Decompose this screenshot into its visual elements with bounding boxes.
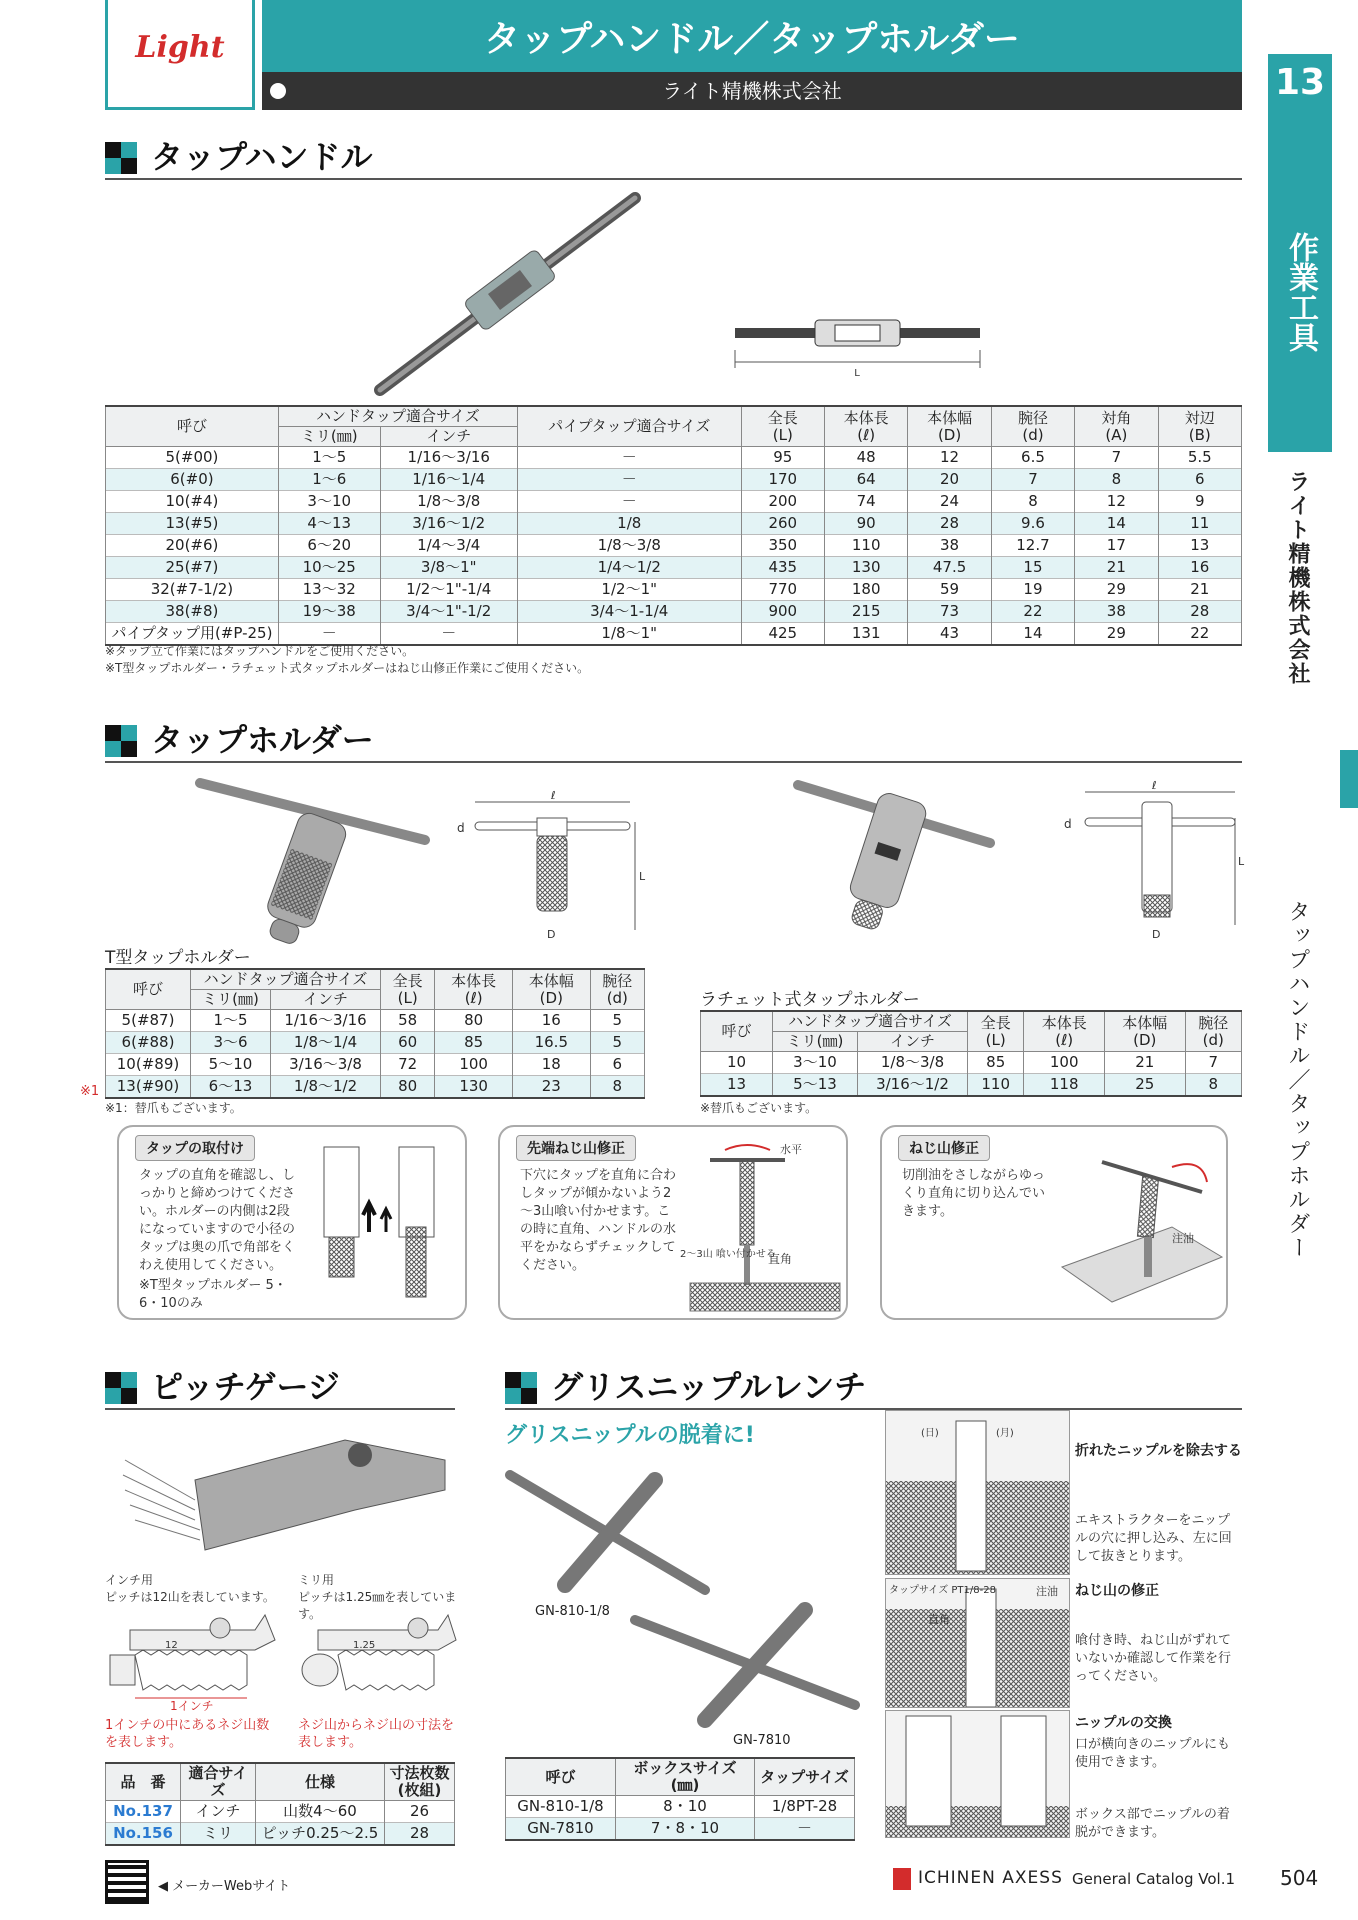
table-cell: 1/8 — [517, 513, 741, 535]
tap-handle-photo — [370, 190, 650, 400]
col-spec: 仕様 — [256, 1763, 385, 1801]
table-cell: 1～5 — [278, 447, 380, 469]
table-cell: 13(#90) — [106, 1076, 191, 1099]
pitch-gauge-photo — [115, 1420, 455, 1565]
table-cell: 3～10 — [773, 1052, 858, 1074]
inch-mark: 12 — [165, 1640, 178, 1651]
table-cell: 1～5 — [191, 1010, 271, 1032]
table-row — [106, 601, 1242, 623]
col-pipe-tap: パイプタップ適合サイズ — [517, 406, 741, 447]
table-cell: 1/4～3/4 — [380, 535, 517, 557]
t-holder-caption: T型タップホルダー — [105, 948, 251, 968]
dim-label-D: D — [1152, 928, 1161, 940]
col-yobi: 呼び — [106, 969, 191, 1010]
table-cell: 13 — [701, 1074, 773, 1097]
table-cell: No.156 — [106, 1823, 181, 1846]
table-cell: 3/4～1"-1/2 — [380, 601, 517, 623]
table-row — [106, 1076, 645, 1099]
table-cell: 100 — [1024, 1052, 1105, 1074]
table-cell: 19 — [991, 579, 1074, 601]
mark-oil: 注油 — [1036, 1585, 1058, 1598]
table-cell: 8 — [1075, 469, 1158, 491]
table-cell: 18 — [512, 1054, 590, 1076]
col-hand-tap: ハンドタップ適合サイズ — [278, 406, 517, 427]
table-cell: 6(#88) — [106, 1032, 191, 1054]
table-cell: 15 — [991, 557, 1074, 579]
table-cell: 1/8PT-28 — [755, 1796, 855, 1818]
col-tap-size: タップサイズ — [755, 1758, 855, 1796]
mark-moon: (月) — [996, 1428, 1014, 1439]
table-cell: 16 — [512, 1010, 590, 1032]
chapter-name: 作業工具 — [1268, 112, 1332, 452]
table-cell: 5 — [590, 1010, 644, 1032]
step-text-replace: 口が横向きのニップルにも使用できます。 — [1075, 1737, 1230, 1770]
table-cell: 170 — [741, 469, 824, 491]
table-cell: 260 — [741, 513, 824, 535]
section-square-icon — [505, 1372, 537, 1404]
col-l: 本体長 (ℓ) — [1024, 1011, 1105, 1052]
box-text: 切削油をさしながらゆっくり直角に切り込んでいきます。 — [902, 1168, 1046, 1219]
table-row — [701, 1052, 1242, 1074]
table-row — [106, 1823, 455, 1846]
t-holder-drawing — [455, 790, 655, 940]
dim-label-L: L — [854, 368, 860, 379]
col-B: 対辺 (B) — [1158, 406, 1241, 447]
col-d: 腕径 (d) — [991, 406, 1074, 447]
table-cell: 6 — [1158, 469, 1241, 491]
table-cell: 3～6 — [191, 1032, 271, 1054]
col-A: 対角 (A) — [1075, 406, 1158, 447]
section-heading-tap-holder: タップホルダー — [105, 717, 1242, 763]
table-cell: ミリ — [181, 1823, 256, 1846]
table-cell: 10(#4) — [106, 491, 279, 513]
mm-mark: 1.25 — [353, 1640, 376, 1651]
table-cell: 8 — [1185, 1074, 1241, 1097]
section-heading-tap-handle: タップハンドル — [105, 134, 1242, 180]
t-holder-note: ※1：替爪もございます。 — [105, 1101, 242, 1115]
table-cell: 1/8～1/4 — [271, 1032, 381, 1054]
table-cell: 1/4～1/2 — [517, 557, 741, 579]
step-illustration-thread-repair — [885, 1578, 1070, 1708]
box-text: 下穴にタップを直角に合わしタップが傾かないよう2～3山喰い付かせます。この時に直角、ハンドルの水平をかならずチェックしてください。 — [520, 1168, 677, 1273]
ratchet-holder-drawing — [1060, 780, 1245, 940]
table-cell: 425 — [741, 623, 824, 646]
inch-gauge-diagram — [105, 1610, 280, 1705]
table-cell: － — [517, 469, 741, 491]
table-row — [106, 535, 1242, 557]
one-inch-label: 1インチ — [170, 1699, 214, 1713]
dim-label-d: d — [1064, 817, 1072, 831]
table-row — [106, 491, 1242, 513]
step-illustration-replace — [885, 1710, 1070, 1838]
table-cell: 85 — [968, 1052, 1024, 1074]
table-cell: 16 — [1158, 557, 1241, 579]
mounting-illustration — [309, 1137, 459, 1312]
table-cell: － — [380, 623, 517, 646]
tap-handle-dimension-drawing — [730, 310, 990, 380]
label-threads: 2～3山 喰い付かせる — [680, 1249, 776, 1260]
table-cell: 29 — [1075, 623, 1158, 646]
table-cell: 20(#6) — [106, 535, 279, 557]
table-cell: 180 — [824, 579, 907, 601]
table-cell: 3/8～1" — [380, 557, 517, 579]
table-cell: 130 — [824, 557, 907, 579]
table-cell: 6 — [590, 1054, 644, 1076]
company-bar: ライト精機株式会社 — [262, 72, 1242, 110]
table-cell: 80 — [381, 1076, 435, 1099]
table-cell: 16.5 — [512, 1032, 590, 1054]
table-row — [106, 557, 1242, 579]
section-heading-grease-nipple-wrench: グリスニップルレンチ — [505, 1364, 1242, 1410]
box-title: 先端ねじ山修正 — [516, 1135, 636, 1161]
table-cell: 8・10 — [616, 1796, 755, 1818]
table-cell: 350 — [741, 535, 824, 557]
table-row — [106, 1801, 455, 1823]
section-square-icon — [105, 725, 137, 757]
table-cell: 5～13 — [773, 1074, 858, 1097]
table-cell: 13～32 — [278, 579, 380, 601]
col-L: 全長 (L) — [968, 1011, 1024, 1052]
col-size: 適合サイズ — [181, 1763, 256, 1801]
table-row — [106, 469, 1242, 491]
table-cell: 1/2～1" — [517, 579, 741, 601]
page-title: タップハンドル／タップホルダー — [262, 0, 1242, 72]
table-cell: 770 — [741, 579, 824, 601]
table-cell: GN-810-1/8 — [506, 1796, 616, 1818]
step-title-replace: ニップルの交換 — [1075, 1715, 1172, 1731]
table-cell: 58 — [381, 1010, 435, 1032]
table-cell: 25 — [1104, 1074, 1185, 1097]
box-text: タップの直角を確認し、しっかりと締めつけてください。ホルダーの内側は2段になっていますので小径のタップは奥の爪で角部をくわえ使用してください。 — [139, 1168, 296, 1273]
table-cell: 43 — [908, 623, 991, 646]
inch-explanation: 1インチの中にあるネジ山数を表します。 — [105, 1718, 270, 1750]
dim-label-d: d — [457, 821, 465, 835]
col-count: 寸法枚数 (枚組) — [385, 1763, 455, 1801]
chapter-number: 13 — [1268, 54, 1332, 112]
table-cell: 山数4～60 — [256, 1801, 385, 1823]
ratchet-holder-table — [700, 1010, 1242, 1097]
ratchet-holder-caption: ラチェット式タップホルダー — [700, 990, 920, 1010]
table-row — [106, 1010, 645, 1032]
inch-gauge-title: インチ用 ピッチは12山を表しています。 — [105, 1573, 275, 1604]
table-cell: 38 — [908, 535, 991, 557]
table-cell: GN-7810 — [506, 1818, 616, 1841]
table-cell: 22 — [1158, 623, 1241, 646]
table-row — [106, 1054, 645, 1076]
brand-logo: Light — [135, 30, 225, 65]
nipple-wrench-photo — [505, 1460, 875, 1745]
table-cell: 12.7 — [991, 535, 1074, 557]
nipple-wrench-table — [505, 1757, 855, 1841]
side-tab-marker — [1340, 750, 1358, 808]
table-cell: 7・8・10 — [616, 1818, 755, 1841]
table-cell: 48 — [824, 447, 907, 469]
side-product: タップハンドル／タップホルダー — [1285, 900, 1310, 1260]
col-mm: ミリ(㎜) — [278, 427, 380, 447]
table-cell: 1/16～3/16 — [380, 447, 517, 469]
col-yobi: 呼び — [106, 406, 279, 447]
dim-label-D: D — [547, 928, 556, 940]
table-cell: 1/8～3/8 — [380, 491, 517, 513]
col-L: 全長 (L) — [741, 406, 824, 447]
table-cell: 3/16～1/2 — [380, 513, 517, 535]
table-cell: 13 — [1158, 535, 1241, 557]
table-cell: 28 — [908, 513, 991, 535]
table-cell: 1/16～3/16 — [271, 1010, 381, 1032]
table-cell: 8 — [991, 491, 1074, 513]
col-l: 本体長 (ℓ) — [435, 969, 513, 1010]
table-cell: 24 — [908, 491, 991, 513]
table-cell: － — [278, 623, 380, 646]
table-row — [506, 1818, 855, 1841]
table-cell: 32(#7-1/2) — [106, 579, 279, 601]
col-box-size: ボックスサイズ (㎜) — [616, 1758, 755, 1796]
table-cell: 3～10 — [278, 491, 380, 513]
table-cell: 14 — [991, 623, 1074, 646]
table-cell: 5.5 — [1158, 447, 1241, 469]
table-cell: 200 — [741, 491, 824, 513]
label-horizontal: 水平 — [780, 1143, 802, 1156]
ratchet-holder-note: ※替爪もございます。 — [700, 1101, 818, 1115]
mm-gauge-diagram — [298, 1610, 458, 1705]
col-inch: インチ — [380, 427, 517, 447]
wrench-label-2: GN-7810 — [733, 1733, 791, 1748]
label-right-angle: 直角 — [768, 1252, 793, 1266]
col-D: 本体幅 (D) — [512, 969, 590, 1010]
table-cell: 110 — [824, 535, 907, 557]
t-holder-photo — [195, 775, 435, 950]
catalog-name: General Catalog Vol.1 — [1072, 1870, 1236, 1888]
table-cell: 1/8～3/8 — [517, 535, 741, 557]
col-d: 腕径 (d) — [590, 969, 644, 1010]
step-text-thread-repair: 喰付き時、ねじ山がずれていないか確認して作業を行ってください。 — [1075, 1633, 1232, 1684]
label-oil: 注油 — [1172, 1232, 1194, 1245]
table-cell: 6(#0) — [106, 469, 279, 491]
note-2: ※T型タップホルダー・ラチェット式タップホルダーはねじ山修正作業にご使用ください。 — [105, 661, 590, 675]
table-cell: 5(#00) — [106, 447, 279, 469]
instruction-box-mounting — [117, 1125, 467, 1320]
tagline: グリスニップルの脱着に! — [505, 1423, 755, 1448]
table-cell: 90 — [824, 513, 907, 535]
table-cell: － — [517, 491, 741, 513]
box-title: タップの取付け — [135, 1135, 255, 1161]
col-D: 本体幅 (D) — [1104, 1011, 1185, 1052]
table-cell: 6.5 — [991, 447, 1074, 469]
table-cell: 5 — [590, 1032, 644, 1054]
mm-explanation: ネジ山からネジ山の寸法を表します。 — [298, 1718, 455, 1750]
maker-web-link[interactable]: ◀ メーカーWebサイト — [158, 1879, 291, 1894]
table-cell: 60 — [381, 1032, 435, 1054]
step-illustration-remove — [885, 1410, 1070, 1575]
table-cell: 17 — [1075, 535, 1158, 557]
table-cell: 85 — [435, 1032, 513, 1054]
dim-label-l: ℓ — [1152, 780, 1157, 792]
table-cell: 64 — [824, 469, 907, 491]
table-cell: 3/4～1-1/4 — [517, 601, 741, 623]
table-cell: 28 — [1158, 601, 1241, 623]
table-cell: 7 — [1075, 447, 1158, 469]
table-cell: 21 — [1158, 579, 1241, 601]
table-cell: 74 — [824, 491, 907, 513]
table-cell: 19～38 — [278, 601, 380, 623]
table-cell: 38(#8) — [106, 601, 279, 623]
col-yobi: 呼び — [506, 1758, 616, 1796]
table-cell: 23 — [512, 1076, 590, 1099]
table-cell: 26 — [385, 1801, 455, 1823]
ratchet-holder-photo — [790, 775, 1005, 935]
col-inch: インチ — [271, 990, 381, 1010]
step-text-replace-2: ボックス部でニップルの着脱ができます。 — [1075, 1807, 1230, 1840]
table-cell: 73 — [908, 601, 991, 623]
col-l: 本体長 (ℓ) — [824, 406, 907, 447]
table-cell: 21 — [1075, 557, 1158, 579]
instruction-box-thread-repair — [880, 1125, 1228, 1320]
table-cell: 13(#5) — [106, 513, 279, 535]
table-cell: 118 — [1024, 1074, 1105, 1097]
note-1: ※タップ立て作業にはタップハンドルをご使用ください。 — [105, 644, 415, 658]
table-cell: 6～13 — [191, 1076, 271, 1099]
table-cell: 1/2～1"-1/4 — [380, 579, 517, 601]
table-cell: パイプタップ用(#P-25) — [106, 623, 279, 646]
table-cell: 10(#89) — [106, 1054, 191, 1076]
dim-label-L: L — [639, 870, 646, 883]
table-cell: 29 — [1075, 579, 1158, 601]
step-title-remove: 折れたニップルを除去する — [1075, 1443, 1242, 1459]
table-cell: 1/8～1/2 — [271, 1076, 381, 1099]
table-cell: 100 — [435, 1054, 513, 1076]
table-cell: 7 — [991, 469, 1074, 491]
table-cell: 4～13 — [278, 513, 380, 535]
table-cell: 12 — [1075, 491, 1158, 513]
table-cell: 215 — [824, 601, 907, 623]
table-cell: ピッチ0.25～2.5 — [256, 1823, 385, 1846]
step-text-remove: エキストラクターをニップルの穴に押し込み、左に回して抜きとります。 — [1075, 1513, 1232, 1564]
thread-repair-illustration — [1052, 1137, 1227, 1317]
table-cell: 900 — [741, 601, 824, 623]
table-cell: 7 — [1185, 1052, 1241, 1074]
table-cell: 8 — [590, 1076, 644, 1099]
table-cell: 28 — [385, 1823, 455, 1846]
table-cell: 72 — [381, 1054, 435, 1076]
table-row — [106, 1032, 645, 1054]
table-cell: 1/16～1/4 — [380, 469, 517, 491]
table-cell: 6～20 — [278, 535, 380, 557]
table-cell: 3/16～3/8 — [271, 1054, 381, 1076]
table-cell: 110 — [968, 1074, 1024, 1097]
col-D: 本体幅 (D) — [908, 406, 991, 447]
table-cell: 131 — [824, 623, 907, 646]
table-cell: 38 — [1075, 601, 1158, 623]
table-cell: 95 — [741, 447, 824, 469]
qr-code-icon[interactable] — [105, 1860, 149, 1904]
pitch-gauge-table — [105, 1762, 455, 1846]
table-cell: 59 — [908, 579, 991, 601]
table-row — [701, 1074, 1242, 1097]
table-cell: － — [517, 447, 741, 469]
table-cell: 10 — [701, 1052, 773, 1074]
mm-gauge-title: ミリ用 ピッチは1.25㎜を表しています。 — [298, 1573, 457, 1621]
table-cell: 5(#87) — [106, 1010, 191, 1032]
table-cell: 9.6 — [991, 513, 1074, 535]
table-cell: 20 — [908, 469, 991, 491]
box-title: ねじ山修正 — [898, 1135, 990, 1161]
col-hand-tap: ハンドタップ適合サイズ — [191, 969, 381, 990]
table-cell: 22 — [991, 601, 1074, 623]
step-title-thread-repair: ねじ山の修正 — [1075, 1583, 1159, 1599]
table-cell: 11 — [1158, 513, 1241, 535]
section-square-icon — [105, 1372, 137, 1404]
table-cell: 1～6 — [278, 469, 380, 491]
table-cell: 14 — [1075, 513, 1158, 535]
table-cell: 12 — [908, 447, 991, 469]
table-cell: 47.5 — [908, 557, 991, 579]
tap-handle-table — [105, 405, 1242, 646]
col-L: 全長 (L) — [381, 969, 435, 1010]
table-row — [106, 447, 1242, 469]
table-cell: 9 — [1158, 491, 1241, 513]
wrench-label-1: GN-810-1/8 — [535, 1604, 610, 1619]
col-no: 品 番 — [106, 1763, 181, 1801]
brand-name: ICHINEN AXESS — [918, 1868, 1063, 1888]
section-square-icon — [105, 142, 137, 174]
mark-right-angle: 直角 — [928, 1613, 950, 1626]
ichinen-logo-icon — [893, 1868, 911, 1890]
col-mm: ミリ(㎜) — [191, 990, 271, 1010]
col-d: 腕径 (d) — [1185, 1011, 1241, 1052]
table-cell: 3/16～1/2 — [858, 1074, 968, 1097]
col-inch: インチ — [858, 1032, 968, 1052]
table-cell: 21 — [1104, 1052, 1185, 1074]
mark-sun: (日) — [921, 1428, 939, 1439]
table-row — [106, 623, 1242, 646]
section-heading-pitch-gauge: ピッチゲージ — [105, 1364, 455, 1410]
instruction-box-tip-repair — [498, 1125, 848, 1320]
tip-repair-illustration — [680, 1135, 845, 1315]
table-cell: 80 — [435, 1010, 513, 1032]
table-cell: 130 — [435, 1076, 513, 1099]
table-cell: 435 — [741, 557, 824, 579]
t-holder-table — [105, 968, 645, 1099]
table-cell: 1/8～1" — [517, 623, 741, 646]
footnote-mark: ※1 — [80, 1084, 100, 1099]
col-mm: ミリ(㎜) — [773, 1032, 858, 1052]
table-row — [506, 1796, 855, 1818]
page-number: 504 — [1280, 1866, 1319, 1890]
dim-label-l: ℓ — [551, 790, 556, 802]
table-cell: 10～25 — [278, 557, 380, 579]
table-cell: － — [755, 1818, 855, 1841]
table-row — [106, 579, 1242, 601]
box-note: ※T型タップホルダー 5・6・10のみ — [139, 1278, 287, 1311]
table-cell: インチ — [181, 1801, 256, 1823]
col-hand-tap: ハンドタップ適合サイズ — [773, 1011, 968, 1032]
side-maker: ライト精機株式会社 — [1285, 470, 1310, 686]
table-cell: No.137 — [106, 1801, 181, 1823]
table-cell: 25(#7) — [106, 557, 279, 579]
col-yobi: 呼び — [701, 1011, 773, 1052]
dim-label-L: L — [1238, 855, 1245, 868]
mark-tap-size: タップサイズ PT1/8-28 — [889, 1585, 996, 1596]
table-cell: 5～10 — [191, 1054, 271, 1076]
bullet-icon — [270, 83, 286, 99]
table-cell: 1/8～3/8 — [858, 1052, 968, 1074]
table-row — [106, 513, 1242, 535]
